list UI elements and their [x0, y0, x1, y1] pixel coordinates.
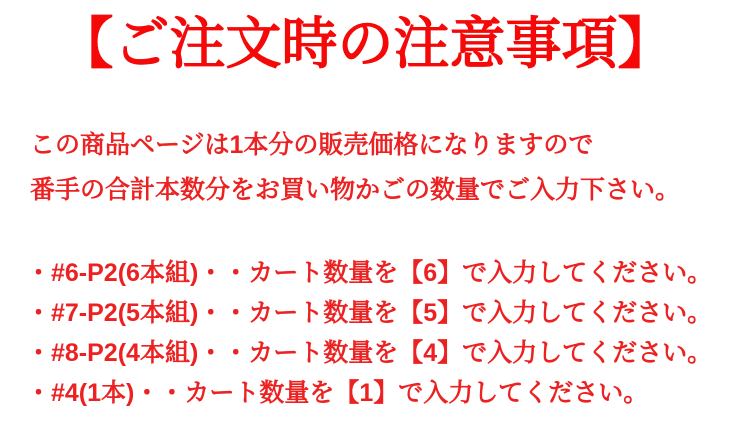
instruction-item-4: ・#4(1本)・・カート数量を【1】で入力してください。 [26, 379, 649, 408]
instruction-item-7-p2: ・#7-P2(5本組)・・カート数量を【5】で入力してください。 [26, 299, 713, 328]
instruction-item-8-p2: ・#8-P2(4本組)・・カート数量を【4】で入力してください。 [26, 339, 713, 368]
intro-paragraph [30, 123, 731, 213]
intro-line-1: この商品ページは1本分の販売価格になりますので [30, 131, 594, 160]
intro-line-2: 番手の合計本数分をお買い物かごの数量でご入力下さい。 [30, 176, 681, 205]
notice-title: 【ご注文時の注意事項】 [57, 12, 674, 75]
instruction-list [26, 253, 731, 413]
instruction-item-6-p2: ・#6-P2(6本組)・・カート数量を【6】で入力してください。 [26, 259, 713, 288]
